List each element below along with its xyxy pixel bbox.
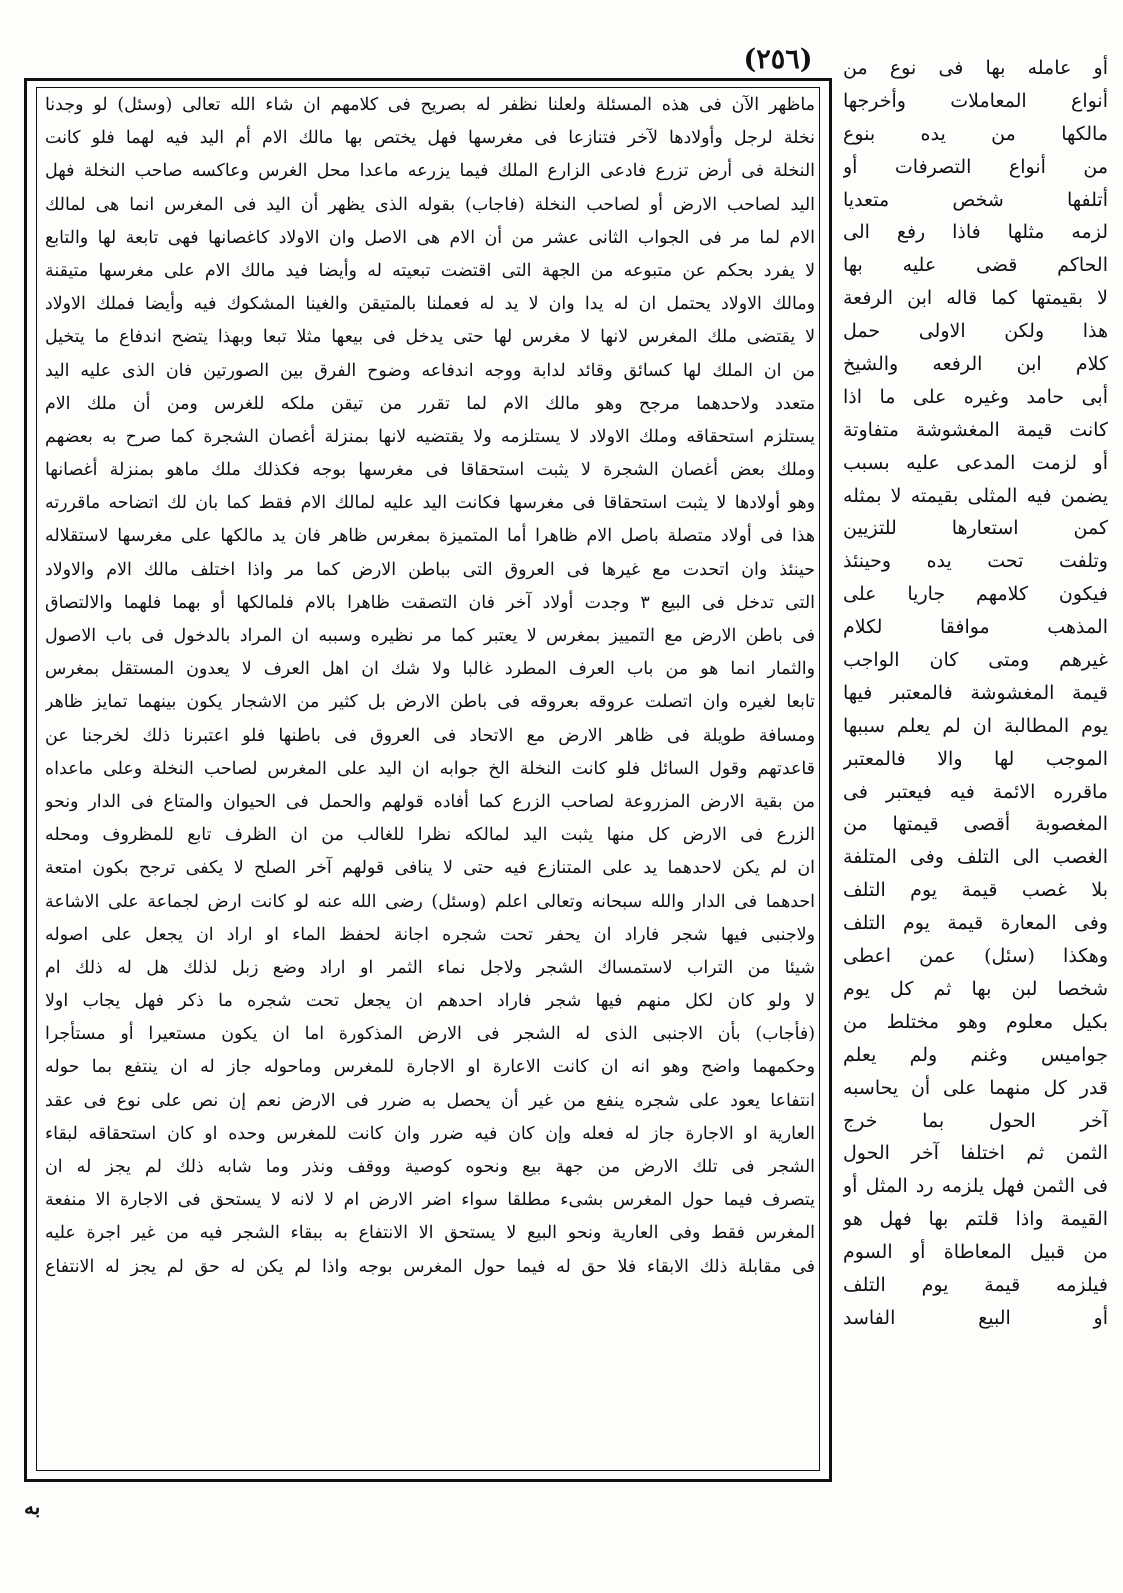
main-text-line: لا ولو كان لكل منهم فيها شجر فاراد احدهم ان يجعل تحت شجره ما ذكر فهل يجاب اولا: [45, 991, 815, 1012]
main-text-line: حينئذ وان اتحدت مع غيرها فى العروق التى بباطن الارض كما مر واذا اختلف مالك الام والاولاد: [45, 559, 815, 580]
main-text-line: والثمار انما هو من باب العرف المطرد غالبا ولا شك ان اهل العرف لا يعدون المستقل بمغرس: [45, 659, 815, 680]
margin-note-line: المغصوبة أقصى قيمتها من: [843, 813, 1108, 836]
main-text-line: تابعا لغيره وان اتصلت عروقه بعروقه فى باطن الارض بل كثير من الاشجار يكون بينهما تمايز ظاهر: [45, 692, 815, 713]
main-text-line: النخلة فى أرض تزرع فادعى الزارع الملك فيما يزرعه ماعدا محل الغرس وعاكسه صاحب النخلة فهل: [45, 161, 815, 182]
main-text-line: يتصرف فيما حول المغرس بشىء مطلقا سواء اضر الارض ام لا لانه لا يستحق فى الاجارة الا منفعة: [45, 1190, 815, 1211]
margin-note-line: وتلفت تحت يده وحينئذ: [843, 550, 1108, 573]
margin-note-line: الغصب الى التلف وفى المتلفة: [843, 846, 1108, 869]
margin-note-line: فيلزمه قيمة يوم التلف: [843, 1273, 1108, 1296]
margin-note-line: من أنواع التصرفات أو: [843, 155, 1108, 178]
margin-notes-column: [843, 52, 1108, 1335]
main-text-line: فى باطن الارض مع التمييز بمغرس لا يعتبر كما مر نظيره وسببه ان المراد بالدخول فى باب الاصول: [45, 626, 815, 646]
margin-note-line: لزمه مثلها فاذا رفع الى: [843, 221, 1108, 244]
main-text-line: وملك بعض أغصان الشجرة لا يثبت استحقاقا فى مغرسها بوجه فكذلك ملك ماهو بمنزلة أغصانها: [45, 460, 815, 481]
margin-note-line: فى الثمن فهل يلزمه رد المثل أو: [843, 1175, 1108, 1198]
margin-note-line: يوم المطالبة ان لم يعلم سببها: [843, 714, 1108, 737]
margin-note-line: هذا ولكن الاولى حمل: [843, 320, 1108, 343]
margin-note-line: غيرهم ومتى كان الواجب: [843, 649, 1108, 672]
margin-note-line: أو البيع الفاسد: [843, 1306, 1108, 1329]
margin-note-line: كمن استعارها للتزيين: [843, 517, 1108, 540]
main-text-line: ولاجنبى فيها شجر فاراد ان يحفر تحت شجره اجانة لحفظ الماء او اراد ان يجعل على اصوله: [45, 924, 815, 945]
margin-note-line: بكيل معلوم وهو مختلط من: [843, 1010, 1108, 1033]
main-text-line: ومالك الاولاد يحتمل ان له يدا وان لا يد له فعملنا بالمتيقن والغينا المشكوك فيه وأيضا فملك الاولاد: [45, 294, 815, 315]
margin-note-line: من قبيل المعاطاة أو السوم: [843, 1241, 1108, 1264]
main-text-line: المغرس فقط وفى العارية ونحو البيع لا يستحق الا الانتفاع به ببقاء الشجر فيه من غير اجرة عليه: [45, 1223, 815, 1244]
main-text-line: قاعدتهم وقول السائل فلو كانت النخلة الخ جوابه ان اليد على المغرس لصاحب النخلة وعلى ماعداه: [45, 758, 815, 779]
main-text-line: التى تدخل فى البيع ٣ وجدت أولاد آخر فان التصقت ظاهرا بالام فلمالكها أو بهما فلهما والالتصاق: [45, 592, 815, 613]
margin-note-line: الموجب لها والا فالمعتبر: [843, 747, 1108, 770]
main-text-line: هذا فى أولاد متصلة باصل الام ظاهرا أما المتميزة بمغرس ظاهر فان يد مالكها على مغرسها لاستقلاله: [45, 526, 815, 547]
main-text-line: من ان الملك لها كسائق وقائد لدابة ووجه اندفاعه وضوح الفرق بين الصورتين فان الذى عليه اليد: [45, 360, 815, 381]
margin-note-line: آخر الحول بما خرج: [843, 1109, 1108, 1132]
main-text-line: ان لم يكن لاحدهما يد على المتنازع فيه حتى لا ينافى قولهم آخر الصلح لا يكفى ترجح بكون امتعة: [45, 858, 815, 879]
main-text-line: ماظهر الآن فى هذه المسئلة ولعلنا نظفر له بصريح فى كلامهم ان شاء الله تعالى (وسئل) لو وجدنا: [45, 95, 815, 115]
main-text-body: [45, 89, 815, 1284]
main-text-line: (فأجاب) بأن الاجنبى الذى له الشجر فى الارض المذكورة اما ان يكون مستعيرا أو مستأجرا: [45, 1024, 815, 1045]
main-text-line: الام لما مر فى الجواب الثانى عشر من أن الام هى الاصل وان الاولاد كاغصانها فهى تابعة لها والتابع: [45, 227, 815, 248]
main-text-frame: [24, 78, 832, 1482]
main-text-line: اليد لصاحب الارض أو لصاحب النخلة (فاجاب) بقوله الذى يظهر أن اليد فى المغرس انما هى لمالك: [45, 194, 815, 215]
main-text-line: لا يفرد بحكم عن متبوعه من الجهة التى اقتضت تبعيته له وأيضا فيد مالك الام على مغرسها متيقنة: [45, 260, 815, 281]
main-text-line: فى مقابلة ذلك الابقاء فلا حق له فيما حول المغرس بوجه واذا لم يكن له حق لم يجز له الانتفاع: [45, 1256, 815, 1277]
margin-note-line: أو لزمت المدعى عليه بسبب: [843, 451, 1108, 474]
margin-note-line: قدر كل منهما على أن يحاسبه: [843, 1076, 1108, 1099]
margin-note-line: أتلفها شخص متعديا: [843, 188, 1108, 211]
main-text-line: من بقية الارض المزروعة لصاحب الزرع كما أفاده قولهم والحمل فى الحيوان والمتاع فى الدار ونحو: [45, 791, 815, 812]
main-text-line: احدهما فى الدار والله سبحانه وتعالى اعلم (وسئل) رضى الله عنه لو كانت ارض لجماعة على الاشاعة: [45, 891, 815, 912]
margin-note-line: الحاكم قضى عليه بها: [843, 254, 1108, 277]
main-text-line: متعدد ولاحدهما مرجح وهو مالك الام لما تقرر من تيقن ملكه للغرس ومن أن ملك الام: [45, 393, 815, 414]
main-text-line: وهو أولادها لا يثبت استحقاقا فى مغرسها فكانت اليد عليه لمالك الام فقط كما بان لك اتضاحه ماقررته: [45, 493, 815, 514]
main-text-line: لا يقتضى ملك المغرس لانها لا مغرس لها حتى يدخل فى بيعها مثلا تبعا وبهذا يتضح اندفاع ما يتخيل: [45, 327, 815, 348]
page-number: (٢٥٦): [743, 44, 813, 75]
margin-note-line: يضمن فيه المثلى بقيمته لا بمثله: [843, 484, 1108, 507]
margin-note-line: شخصا لبن بها ثم كل يوم: [843, 977, 1108, 1000]
margin-note-line: القيمة واذا قلتم بها فهل هو: [843, 1208, 1108, 1231]
main-text-line: يستلزم استحقاقه وملك الاولاد لا يستلزمه ولا يقتضيه لانها بمنزلة أغصان الشجرة كما صرح به بعضهم: [45, 426, 815, 447]
main-text-line: الزرع فى الارض كل منها يثبت اليد لمالكه نظرا للغالب من ان الظرف تابع للمظروف ومحله: [45, 825, 815, 846]
margin-note-line: كانت قيمة المغشوشة متفاوتة: [843, 418, 1108, 441]
margin-note-line: وهكذا (سئل) عمن اعطى: [843, 945, 1108, 968]
margin-note-line: قيمة المغشوشة فالمعتبر فيها: [843, 681, 1108, 704]
main-text-line: انتفاعا يعود على شجره ينفع من غير أن يحصل به ضرر فى الارض نعم إن نص على نوع فى عقد: [45, 1090, 815, 1111]
margin-note-line: كلام ابن الرفعه والشيخ: [843, 353, 1108, 376]
margin-note-line: لا بقيمتها كما قاله ابن الرفعة: [843, 287, 1108, 310]
main-text-line: الشجر فى تلك الارض من جهة بيع ونحوه كوصية ووقف ونذر وما شابه ذلك لم يجز له ان: [45, 1157, 815, 1177]
main-text-line: العارية او الاجارة جاز له فعله وإن كان فيه ضرر وان كانت للمغرس وحده او كان استحقاقه لبقاء: [45, 1123, 815, 1144]
margin-note-line: بلا غصب قيمة يوم التلف: [843, 879, 1108, 902]
margin-note-line: جواميس وغنم ولم يعلم: [843, 1043, 1108, 1066]
main-text-line: ومسافة طويلة فى ظاهر الارض مع الاتحاد فى العروق فى باطنها فلو اعتبرنا ذلك لخرجنا عن: [45, 725, 815, 746]
margin-note-line: وفى المعارة قيمة يوم التلف: [843, 912, 1108, 935]
main-text-line: شيئا من التراب لاستمساك الشجر ولاجل نماء الثمر او اراد وضع زبل لذلك هل له ذلك ام: [45, 957, 815, 978]
margin-note-line: المذهب موافقا لكلام: [843, 616, 1108, 639]
main-text-line: وحكمهما واضح وهو انه ان كانت الاعارة او الاجارة للمغرس وماحوله جاز له ان ينتفع بما حوله: [45, 1057, 815, 1078]
margin-note-line: الثمن ثم اختلفا آخر الحول: [843, 1142, 1108, 1165]
margin-note-line: أنواع المعاملات وأخرجها: [843, 89, 1108, 112]
margin-note-line: أبى حامد وغيره على ما اذا: [843, 385, 1108, 408]
margin-note-line: فيكون كلامهم جاريا على: [843, 583, 1108, 606]
margin-note-line: ماقرره الائمة فيه فيعتبر فى: [843, 780, 1108, 803]
margin-note-line: أو عامله بها فى نوع من: [843, 57, 1108, 79]
main-text-line: نخلة لرجل وأولادها لآخر فتنازعا فى مغرسها فهل يختص بها مالك الام أم اليد فيه لهما فلو كانت: [45, 128, 815, 149]
margin-note-line: مالكها من يده بنوع: [843, 122, 1108, 145]
catchword: به: [24, 1495, 41, 1519]
